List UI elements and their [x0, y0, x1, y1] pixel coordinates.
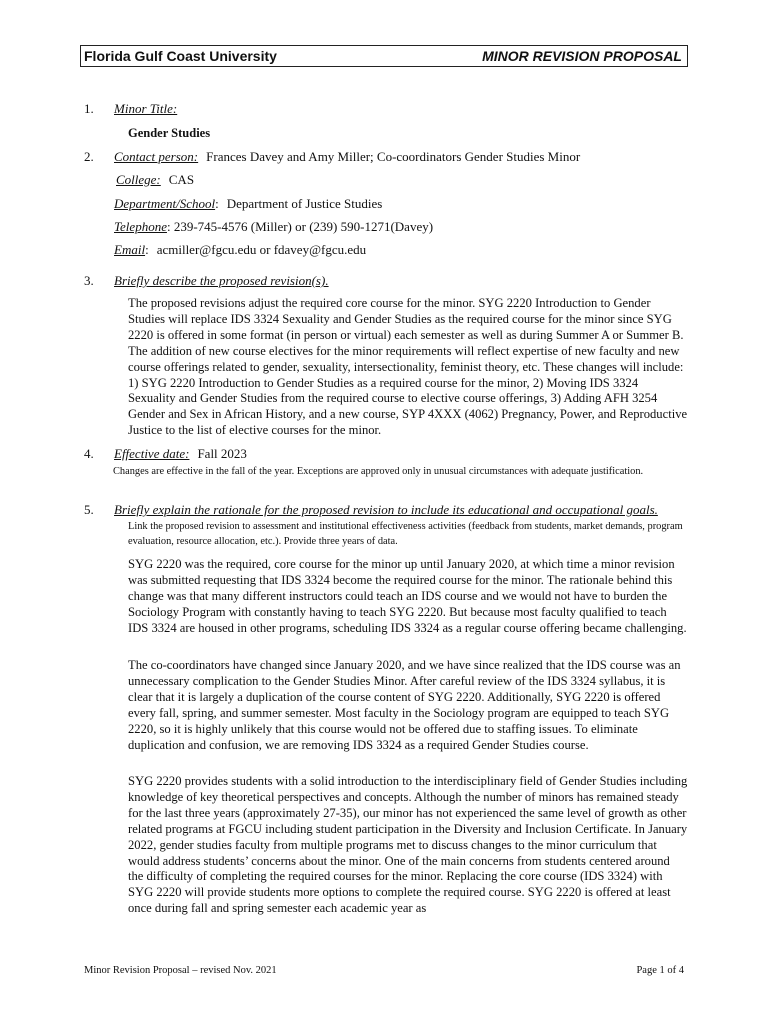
telephone-value: : 239-745-4576 (Miller) or (239) 590-1271(Davey)	[166, 219, 434, 234]
telephone-label: Telephone	[114, 219, 167, 234]
university-name: Florida Gulf Coast University	[84, 48, 277, 64]
college-label: College:	[116, 172, 161, 187]
email-value: acmiller@fgcu.edu or fdavey@fgcu.edu	[156, 242, 367, 257]
rationale-paragraph-1: SYG 2220 was the required, core course for the minor up until January 2020, at which time a minor revision was submitted requesting that IDS 3324 become the required course for the minor. The rationale behind this change was that many different instructors could teach an IDS course and we would not have to burden the Sociology Program with constantly having to teach SYG 2220. But because most faculty qualified to teach IDS 3324 are housed in other programs, scheduling IDS 3324 as a regular course offering became challenging.	[128, 557, 687, 635]
page-number: Page 1 of 4	[636, 965, 684, 976]
section-2-number: 2.	[84, 149, 94, 164]
department-line: Department/School: Department of Justice Studies	[114, 196, 383, 211]
college-value: CAS	[168, 172, 195, 187]
footer-revision-note: Minor Revision Proposal – revised Nov. 2021	[84, 965, 277, 976]
effective-date-note: Changes are effective in the fall of the year. Exceptions are approved only in unusual circumstances with adequate justification.	[113, 466, 644, 477]
department-label: Department/School	[114, 196, 216, 211]
section-5-number: 5.	[84, 502, 94, 517]
effective-date-value: Fall 2023	[197, 446, 247, 461]
header-box	[80, 45, 688, 67]
minor-title-label: Minor Title:	[114, 101, 178, 116]
section-1-number: 1.	[84, 101, 94, 116]
section-3-number: 3.	[84, 273, 94, 288]
college-line	[116, 172, 194, 188]
rationale-note: Link the proposed revision to assessment and institutional effectiveness activities (feedback from students, market demands, program evaluation, resource allocation, etc.). Provide three years of data.	[128, 521, 683, 547]
effective-date-label: Effective date:	[114, 446, 190, 461]
department-value: Department of Justice Studies	[226, 196, 383, 211]
contact-line	[114, 149, 580, 165]
revision-description-label: Briefly describe the proposed revision(s).	[114, 273, 329, 288]
contact-label: Contact person:	[114, 149, 199, 164]
rationale-paragraph-3: SYG 2220 provides students with a solid introduction to the interdisciplinary field of Gender Studies including knowledge of key theoretical perspectives and concepts. Although the number of minors has remained steady for the last three years (approximately 27-35), our minor has not experienced the same level of growth as other related programs at FGCU including student participation in the Diversity and Inclusion Certificate. In January 2022, gender studies faculty from multiple programs met to discuss changes to the minor curriculum that would address students’ concerns about the minor. One of the main concerns from students centered around the difficulty of completing the required courses for the minor. Replacing the core course (IDS 3324) with SYG 2220 will provide students more options to complete the required course. SYG 2220 is offered at least once during fall and spring semester each academic year as	[128, 774, 688, 916]
effective-date-line	[114, 446, 247, 462]
section-4-number: 4.	[84, 446, 94, 461]
form-title: MINOR REVISION PROPOSAL	[482, 48, 682, 64]
rationale-paragraph-2: The co-coordinators have changed since January 2020, and we have since realized that the IDS course was an unnecessary complication to the Gender Studies Minor. After careful review of the IDS 3324 syllabus, it is clear that it is largely a duplication of the course content of SYG 2220. Additionally, SYG 2220 is offered every fall, spring, and summer semester. Most faculty in the Sociology program are equipped to teach SYG 2220, so it is highly unlikely that this course would not be offered due to staffing issues. To eliminate duplication and confusion, we are removing IDS 3324 as a required Gender Studies course.	[128, 658, 681, 752]
email-line: Email: acmiller@fgcu.edu or fdavey@fgcu.edu	[114, 242, 367, 257]
revision-description-text: The proposed revisions adjust the required core course for the minor. SYG 2220 Introduction to Gender Studies will replace IDS 3324 Sexuality and Gender Studies as the required course for the minor since SYG 2220 is offered in some format (in person or virtual) each semester as well as during Summer A or Summer B. The addition of new course electives for the minor requirements will reflect expertise of new faculty and new course offerings related to gender, sexuality, intersectionality, feminist theory, etc. These changes will include: 1) SYG 2220 Introduction to Gender Studies as a required course for the minor, 2) Moving IDS 3324 Sexuality and Gender Studies from the required course to elective course offerings, 3) Adding AFH 3254 Gender and Sex in African History, and a new course, SYP 4XXX (4062) Pregnancy, Power, and Reproductive Justice to the list of elective courses for the minor.	[128, 296, 688, 438]
telephone-line	[114, 219, 433, 235]
minor-title-value: Gender Studies	[128, 126, 211, 140]
rationale-label: Briefly explain the rationale for the proposed revision to include its educational and occupational goals.	[114, 502, 658, 517]
contact-value: Frances Davey and Amy Miller; Co-coordinators Gender Studies Minor	[206, 149, 581, 164]
email-label: Email	[114, 242, 146, 257]
